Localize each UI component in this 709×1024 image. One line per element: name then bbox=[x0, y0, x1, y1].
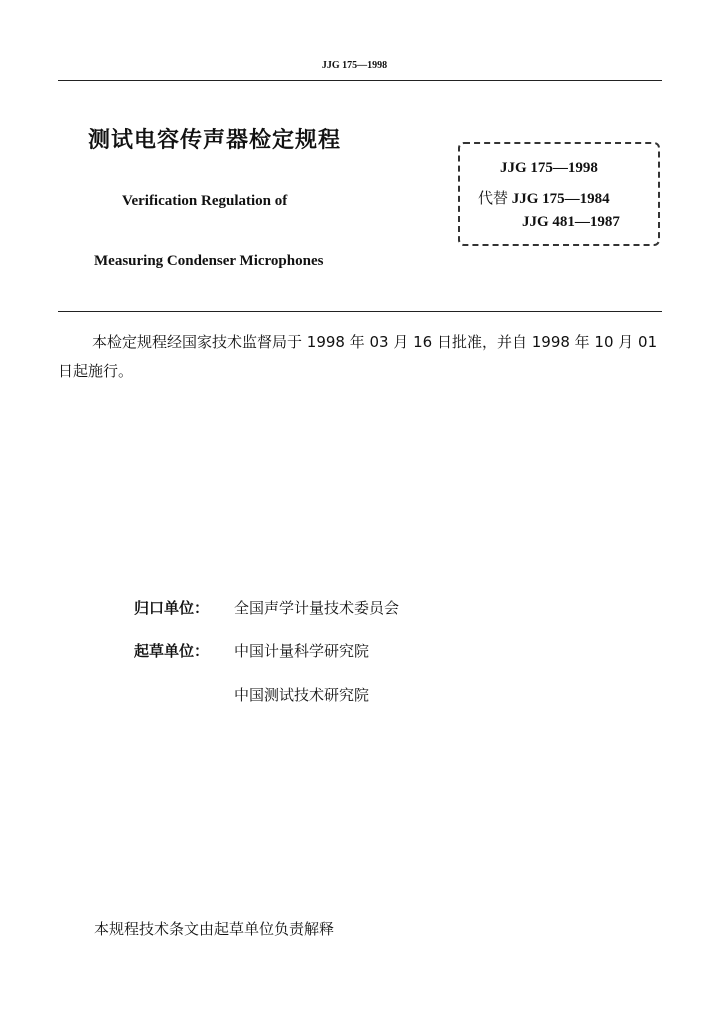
interpretation-note: 本规程技术条文由起草单位负责解释 bbox=[94, 920, 335, 938]
drafting-unit-label: 起草单位： bbox=[134, 642, 210, 660]
title-english-line1: Verification Regulation of bbox=[122, 193, 288, 209]
approval-paragraph: 本检定规程经国家技术监督局于 1998 年 03 月 16 日批准，并自 1998 年 10 月 01 日起施行。 bbox=[58, 333, 658, 380]
replaced-code-2: JJG 481—1987 bbox=[522, 214, 620, 230]
replaces-label: 代替 bbox=[478, 189, 509, 207]
code-main: JJG 175—1998 bbox=[500, 160, 598, 176]
drafting-unit-value-2: 中国测试技术研究院 bbox=[234, 686, 370, 704]
title-english-line2: Measuring Condenser Microphones bbox=[94, 253, 324, 269]
drafting-unit-value-1: 中国计量科学研究院 bbox=[234, 642, 370, 660]
replaced-code-1: JJG 175—1984 bbox=[511, 191, 610, 207]
responsible-unit-value: 全国声学计量技术委员会 bbox=[234, 599, 400, 617]
standard-code-box bbox=[458, 142, 660, 246]
header-standard-code: JJG 175—1998 bbox=[321, 60, 388, 71]
responsible-unit-label: 归口单位： bbox=[134, 599, 210, 617]
title-chinese: 测试电容传声器检定规程 bbox=[88, 128, 342, 153]
code-replaces-line1 bbox=[478, 187, 610, 208]
top-divider bbox=[58, 80, 662, 81]
bottom-divider bbox=[58, 311, 662, 312]
